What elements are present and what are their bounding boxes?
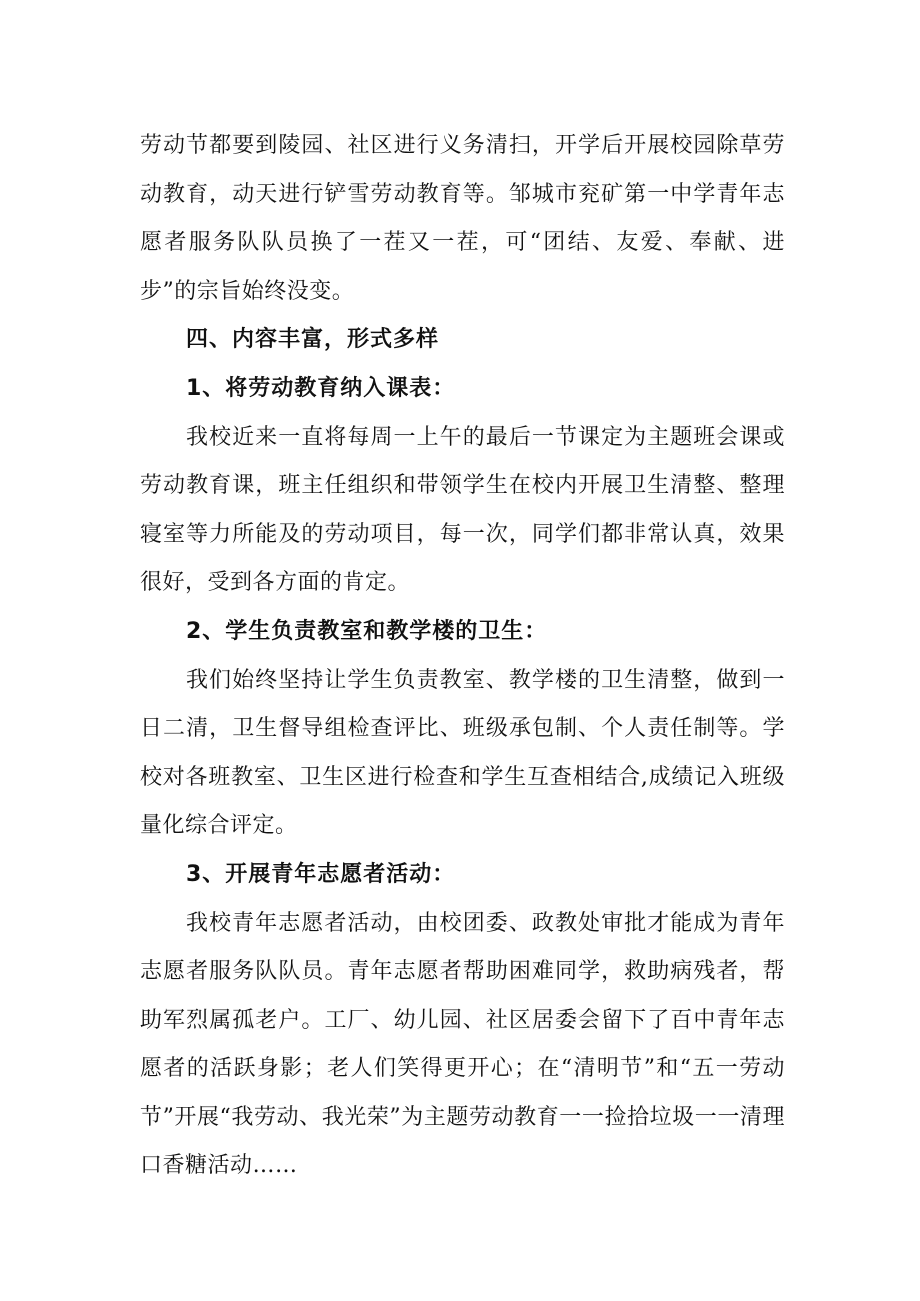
paragraph-volunteer-activities: 我校青年志愿者活动，由校团委、政教处审批才能成为青年志愿者服务队队员。青年志愿者帮助困难同学，救助病残者，帮助军烈属孤老户。工厂、幼儿园、社区居委会留下了百中青年志愿者的活跃身影；老人们笑得更开心；在“清明节”和“五一劳动节”开展“我劳动、我光荣”为主题劳动教育一一捡拾垃圾一一清理口香糖活动…… [140, 910, 785, 1179]
subheading-one: 1、将劳动教育纳入课表： [186, 375, 456, 401]
paragraph-volunteer-continuation: 劳动节都要到陵园、社区进行义务清扫，开学后开展校园除草劳动教育，动天进行铲雪劳动教育等。邹城市兖矿第一中学青年志愿者服务队队员换了一茬又一茬，可“团结、友爱、奉献、进步”的宗旨始终没变。 [140, 133, 785, 304]
section-heading-four: 四、内容丰富，形式多样 [186, 327, 440, 353]
paragraph-schedule: 我校近来一直将每周一上午的最后一节课定为主题班会课或劳动教育课，班主任组织和带领学生在校内开展卫生清整、整理寝室等力所能及的劳动项目，每一次，同学们都非常认真，效果很好，受到各方面的肯定。 [140, 424, 785, 596]
subheading-two: 2、学生负责教室和教学楼的卫生： [186, 618, 548, 644]
subheading-three: 3、开展青年志愿者活动： [186, 861, 456, 887]
document-body [140, 122, 785, 1191]
paragraph-classroom-hygiene: 我们始终坚持让学生负责教室、教学楼的卫生清整，做到一日二清，卫生督导组检查评比、班级承包制、个人责任制等。学校对各班教室、卫生区进行检查和学生互查相结合,成绩记入班级量化综合评定。 [140, 667, 785, 839]
